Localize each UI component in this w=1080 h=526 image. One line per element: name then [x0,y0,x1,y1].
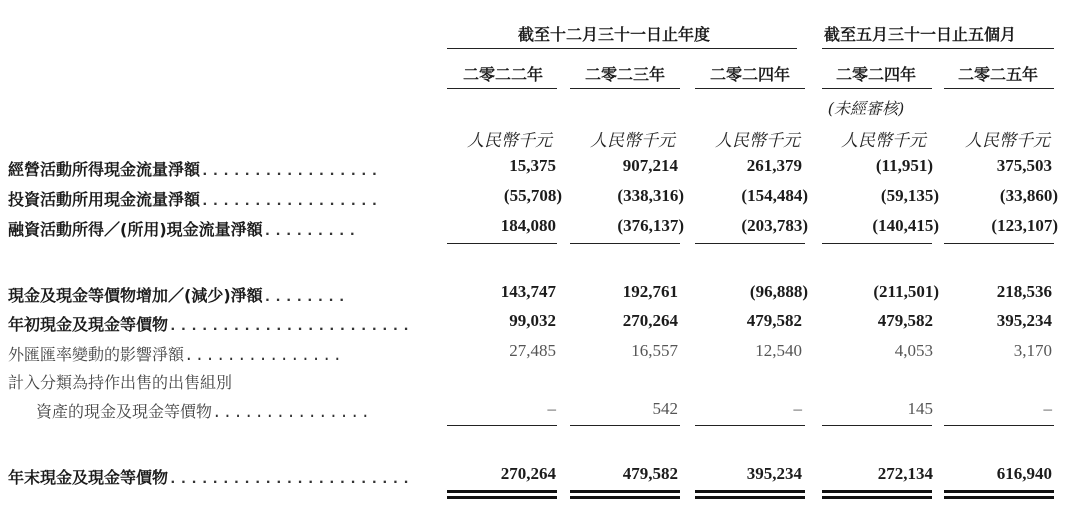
cell-net-change-col2: 192,761 [622,282,678,301]
subtotal-rule-col5 [944,243,1054,244]
cell-opening-cash-col2: 270,264 [622,311,678,330]
cell-closing-cash-col1: 270,264 [500,464,556,483]
cell-investing-col5: (33,860) [999,186,1058,205]
cell-net-change-col5: 218,536 [996,282,1052,301]
pre-total-rule-col2 [570,425,680,426]
cell-investing-col3: (154,484) [741,186,808,205]
row-label-net-change: 現金及現金等價物增加／(減少)淨額........ [8,286,348,306]
unaudited-note: (未經審核) [827,99,905,118]
pre-total-rule-col1 [447,425,557,426]
row-label-opening-cash: 年初現金及現金等價物....................... [8,315,412,335]
cell-opening-cash-col5: 395,234 [996,311,1052,330]
unit-col4: 人民幣千元 [841,131,926,151]
cell-closing-cash-col4: 272,134 [877,464,933,483]
total-double-rule-col2-bottom [570,496,680,499]
header-group-annual-rule [447,48,797,49]
cell-held-for-sale-col3: – [793,399,802,418]
cell-held-for-sale-col4: 145 [907,399,933,418]
cell-closing-cash-col2: 479,582 [622,464,678,483]
total-double-rule-col3-top [695,490,805,493]
cell-investing-col1: (55,708) [503,186,562,205]
pre-total-rule-col5 [944,425,1054,426]
cell-net-change-col3: (96,888) [749,282,808,301]
header-group-annual: 截至十二月三十一日止年度 [518,25,711,44]
cell-operating-col2: 907,214 [622,156,678,175]
total-double-rule-col1-top [447,490,557,493]
year-header-col5: 二零二五年 [957,65,1038,84]
year-header-col3: 二零二四年 [709,65,790,84]
cell-net-change-col1: 143,747 [500,282,556,301]
year-header-col1: 二零二二年 [462,65,543,84]
total-double-rule-col4-bottom [822,496,932,499]
year-rule-col5 [944,88,1054,89]
row-label-investing: 投資活動所用現金流量淨額................. [8,190,381,210]
total-double-rule-col2-top [570,490,680,493]
cell-operating-col5: 375,503 [996,156,1052,175]
cell-investing-col2: (338,316) [617,186,684,205]
subtotal-rule-col4 [822,243,932,244]
cell-opening-cash-col4: 479,582 [877,311,933,330]
year-header-col4: 二零二四年 [835,65,916,84]
cell-operating-col1: 15,375 [509,156,556,175]
subtotal-rule-col1 [447,243,557,244]
total-double-rule-col4-top [822,490,932,493]
cell-fx-effect-col5: 3,170 [1013,341,1052,360]
row-label-closing-cash: 年末現金及現金等價物....................... [8,468,412,488]
pre-total-rule-col4 [822,425,932,426]
unit-col2: 人民幣千元 [590,131,675,151]
subtotal-rule-col2 [570,243,680,244]
cell-investing-col4: (59,135) [880,186,939,205]
year-rule-col1 [447,88,557,89]
cell-opening-cash-col3: 479,582 [746,311,802,330]
row-label-financing: 融資活動所得／(所用)現金流量淨額......... [8,220,359,240]
row-label-held-for-sale-cash: 資產的現金及現金等價物............... [36,402,372,422]
header-group-five-months-rule [822,48,1054,49]
total-double-rule-col3-bottom [695,496,805,499]
cell-financing-col2: (376,137) [617,216,684,235]
year-rule-col2 [570,88,680,89]
cell-operating-col3: 261,379 [746,156,802,175]
header-group-five-months: 截至五月三十一日止五個月 [824,25,1017,44]
year-header-col2: 二零二三年 [584,65,665,84]
row-label-held-for-sale: 計入分類為持作出售的出售組別 [8,373,233,392]
total-double-rule-col1-bottom [447,496,557,499]
year-rule-col4 [822,88,932,89]
total-double-rule-col5-top [944,490,1054,493]
pre-total-rule-col3 [695,425,805,426]
cell-financing-col5: (123,107) [991,216,1058,235]
total-double-rule-col5-bottom [944,496,1054,499]
cell-held-for-sale-col2: 542 [652,399,678,418]
cell-net-change-col4: (211,501) [873,282,939,301]
cell-fx-effect-col1: 27,485 [509,341,556,360]
year-rule-col3 [695,88,805,89]
cell-financing-col4: (140,415) [872,216,939,235]
cell-financing-col1: 184,080 [500,216,556,235]
unit-col3: 人民幣千元 [715,131,800,151]
row-label-fx-effect: 外匯匯率變動的影響淨額............... [8,345,344,365]
cell-closing-cash-col5: 616,940 [996,464,1052,483]
cell-held-for-sale-col1: – [547,399,556,418]
cell-fx-effect-col4: 4,053 [894,341,933,360]
cell-opening-cash-col1: 99,032 [509,311,556,330]
cell-held-for-sale-col5: – [1043,399,1052,418]
cell-fx-effect-col2: 16,557 [631,341,678,360]
unit-col5: 人民幣千元 [965,131,1050,151]
cell-fx-effect-col3: 12,540 [755,341,802,360]
cell-closing-cash-col3: 395,234 [746,464,802,483]
unit-col1: 人民幣千元 [467,131,552,151]
row-label-operating: 經營活動所得現金流量淨額................. [8,160,381,180]
subtotal-rule-col3 [695,243,805,244]
cell-operating-col4: (11,951) [875,156,933,175]
cell-financing-col3: (203,783) [741,216,808,235]
